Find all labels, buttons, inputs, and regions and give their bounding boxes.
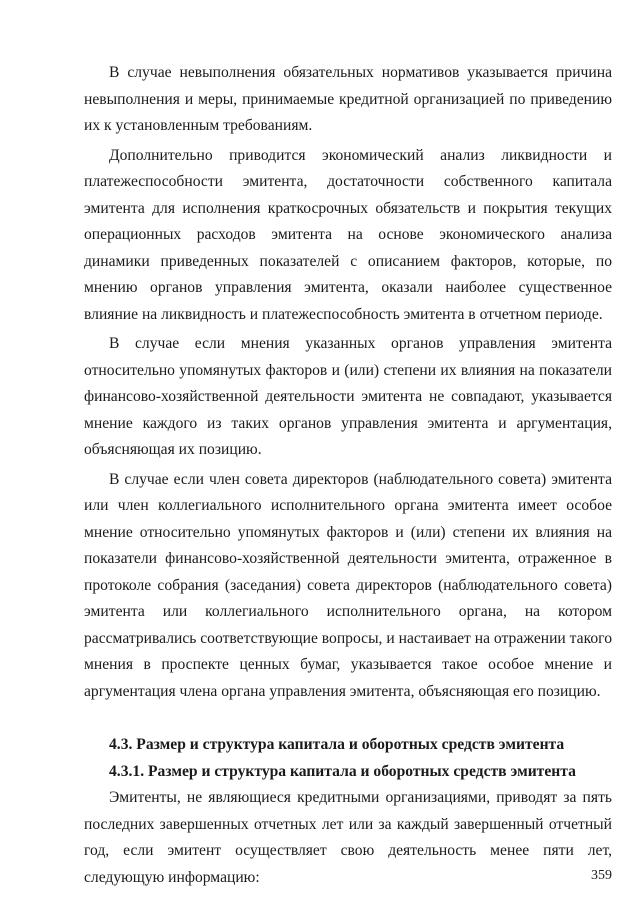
paragraph-issuers-info: Эмитенты, не являющиеся кредитными организациями, приводят за пять последних завершенных отчетных лет или за каждый завершенный отчетный год, если эмитент осуществляет свою деятельность менее пяти лет, следующую информацию:	[84, 789, 612, 886]
page-body	[84, 60, 612, 891]
paragraph-noncompliance: В случае невыполнения обязательных нормативов указывается причина невыполнения и меры, принимаемые кредитной организацией по приведению их к установленным требованиям.	[84, 64, 612, 134]
section-heading: 4.3. Размер и структура капитала и оборотных средств эмитента	[109, 736, 565, 753]
page-number: 359	[591, 868, 612, 883]
paragraph-differing-opinions: В случае если мнения указанных органов управления эмитента относительно упомянутых факторов и (или) степени их влияния на показатели финансово-хозяйственной деятельности эмитента не совпадают, указывается мнение каждого из таких органов управления эмитента и аргументация, объясняющая их позицию.	[84, 335, 612, 458]
paragraph-liquidity-analysis: Дополнительно приводится экономический анализ ликвидности и платежеспособности эмитента, достаточности собственного капитала эмитента для исполнения краткосрочных обязательств и покрытия текущих операционных расходов эмитента на основе экономического анализа динамики приведенных показателей с описанием факторов, которые, по мнению органов управления эмитента, оказали наиболее существенное влияние на ликвидность и платежеспособность эмитента в отчетном периоде.	[84, 146, 612, 323]
paragraph-dissenting-member: В случае если член совета директоров (наблюдательного совета) эмитента или член коллегиального исполнительного органа эмитента имеет особое мнение относительно упомянутых факторов и (или) степени их влияния на показатели финансово-хозяйственной деятельности эмитента, отраженное в протоколе собрания (заседания) совета директоров (наблюдательного совета) эмитента или коллегиального исполнительного органа, на котором рассматривались соответствующие вопросы, и настаивает на отражении такого мнения в проспекте ценных бумаг, указывается такое особое мнение и аргументация члена органа управления эмитента, объясняющая его позицию.	[84, 470, 612, 700]
subsection-heading: 4.3.1. Размер и структура капитала и оборотных средств эмитента	[109, 762, 576, 780]
